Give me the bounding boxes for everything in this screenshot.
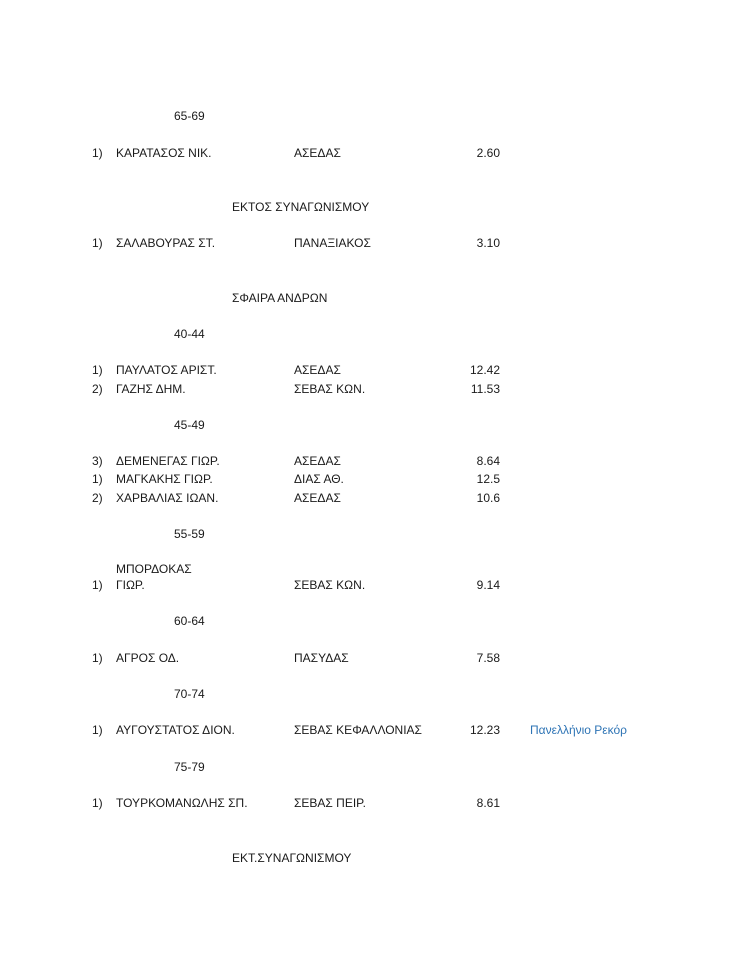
athlete-name: ΑΥΓΟΥΣΤΑΤΟΣ ΔΙΟΝ. (116, 723, 235, 737)
age-group-75-79: 75-79 (174, 760, 205, 774)
athlete-name: ΜΑΓΚΑΚΗΣ ΓΙΩΡ. (116, 472, 213, 486)
age-group-60-64: 60-64 (174, 614, 205, 628)
age-group-55-59: 55-59 (174, 527, 205, 541)
club-name: ΣΕΒΑΣ ΚΩΝ. (294, 382, 366, 396)
result-rank: 1) (92, 796, 103, 810)
age-group-65-69: 65-69 (174, 109, 205, 123)
result-rank: 1) (92, 723, 103, 737)
club-name: ΠΑΝΑΞΙΑΚΟΣ (294, 236, 371, 250)
club-name: ΣΕΒΑΣ ΚΕΦΑΛΛΟΝΙΑΣ (294, 723, 422, 737)
age-group-45-49: 45-49 (174, 418, 205, 432)
club-name: ΣΕΒΑΣ ΠΕΙΡ. (294, 796, 366, 810)
athlete-name-line2: ΓΙΩΡ. (116, 578, 145, 592)
result-rank: 1) (92, 146, 103, 160)
result-value: 12.23 (469, 723, 500, 737)
age-group-40-44: 40-44 (174, 327, 205, 341)
athlete-name: ΤΟΥΡΚΟΜΑΝΩΛΗΣ ΣΠ. (116, 796, 248, 810)
record-note: Πανελλήνιο Ρεκόρ (530, 723, 628, 737)
result-value: 9.14 (476, 578, 500, 592)
result-value: 3.10 (476, 236, 500, 250)
athlete-name: ΣΑΛΑΒΟΥΡΑΣ ΣΤ. (116, 236, 216, 250)
athlete-name: ΑΓΡΟΣ ΟΔ. (116, 651, 180, 665)
result-rank: 1) (92, 651, 103, 665)
section-heading-out-of-competition-2: ΕΚΤ.ΣΥΝΑΓΩΝΙΣΜΟΥ (232, 851, 352, 865)
athlete-name: ΧΑΡΒΑΛΙΑΣ ΙΩΑΝ. (116, 491, 219, 505)
club-name: ΑΣΕΔΑΣ (294, 491, 341, 505)
athlete-name: ΚΑΡΑΤΑΣΟΣ ΝΙΚ. (116, 146, 212, 160)
result-value: 7.58 (476, 651, 500, 665)
result-value: 2.60 (476, 146, 500, 160)
athlete-name: ΠΑΥΛΑΤΟΣ ΑΡΙΣΤ. (116, 363, 217, 377)
club-name: ΑΣΕΔΑΣ (294, 363, 341, 377)
club-name: ΠΑΣΥΔΑΣ (294, 651, 349, 665)
result-rank: 3) (92, 454, 103, 468)
result-value: 8.61 (476, 796, 500, 810)
result-rank: 1) (92, 236, 103, 250)
club-name: ΔΙΑΣ ΑΘ. (294, 472, 344, 486)
athlete-name: ΔΕΜΕΝΕΓΑΣ ΓΙΩΡ. (116, 454, 220, 468)
athlete-name-line1: ΜΠΟΡΔΟΚΑΣ (116, 562, 192, 576)
club-name: ΑΣΕΔΑΣ (294, 146, 341, 160)
result-value: 10.6 (476, 491, 500, 505)
athlete-name: ΓΑΖΗΣ ΔΗΜ. (116, 382, 186, 396)
result-rank: 1) (92, 578, 103, 592)
age-group-70-74: 70-74 (174, 687, 205, 701)
section-heading-out-of-competition: ΕΚΤΟΣ ΣΥΝΑΓΩΝΙΣΜΟΥ (232, 200, 370, 214)
result-rank: 2) (92, 382, 103, 396)
result-value: 12.42 (469, 363, 500, 377)
result-value: 11.53 (470, 382, 500, 396)
result-value: 12.5 (476, 472, 500, 486)
result-rank: 1) (92, 472, 103, 486)
result-rank: 1) (92, 363, 103, 377)
result-value: 8.64 (476, 454, 500, 468)
club-name: ΣΕΒΑΣ ΚΩΝ. (294, 578, 366, 592)
club-name: ΑΣΕΔΑΣ (294, 454, 341, 468)
section-heading-shot-put-men: ΣΦΑΙΡΑ ΑΝΔΡΩΝ (232, 291, 328, 305)
result-rank: 2) (92, 491, 103, 505)
